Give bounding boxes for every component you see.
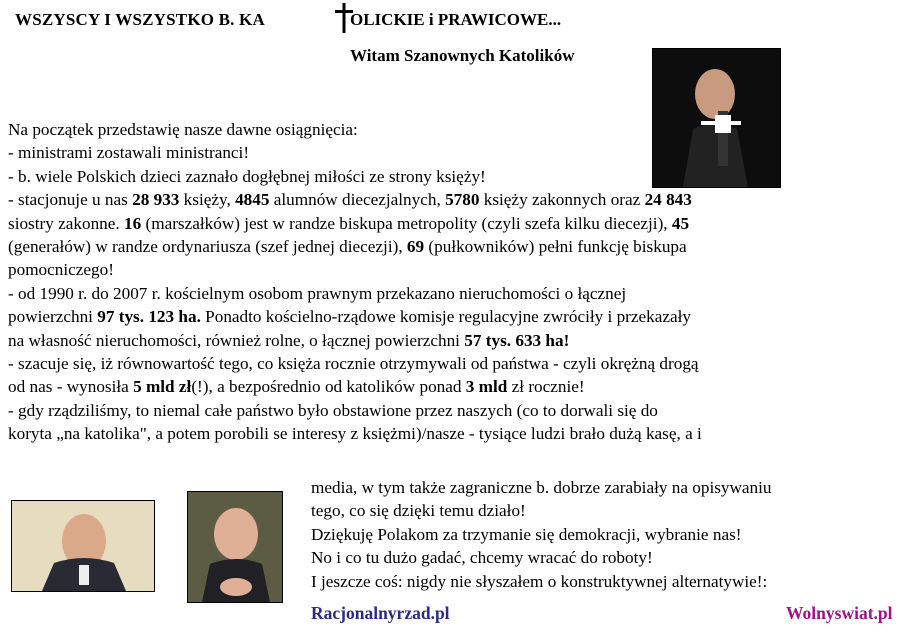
- title-left: WSZYSCY I WSZYSTKO B. KA: [15, 10, 265, 29]
- portrait-photo: [11, 500, 155, 592]
- text-line: - ministrami zostawali ministranci!: [8, 143, 250, 163]
- text-line: Dziękuję Polakom za trzymanie się demokracji, wybranie nas!: [311, 524, 742, 544]
- text-line: - od 1990 r. do 2007 r. kościelnym osobom prawnym przekazano nieruchomości o łącznej: [8, 283, 627, 303]
- intro-line: Na początek przedstawię nasze dawne osiągnięcia:: [8, 120, 358, 139]
- racjonalnyrzad-link[interactable]: Racjonalnyrzad.pl: [311, 603, 450, 623]
- text-line: - stacjonuje u nas 28 933 księży, 4845 alumnów diecezjalnych, 5780 księży zakonnych oraz 24 843: [8, 190, 692, 210]
- text-line: tego, co się dzięki temu działo!: [311, 501, 526, 521]
- text-line: na własność nieruchomości, również rolne, o łącznej powierzchni 57 tys. 633 ha!: [8, 330, 570, 350]
- text-line: powierzchni 97 tys. 123 ha. Ponadto kościelno-rządowe komisje regulacyjne zwróciły i przekazały: [8, 307, 692, 327]
- text-line: pomocniczego!: [8, 260, 114, 280]
- title-right: OLICKIE i PRAWICOWE...: [350, 10, 562, 29]
- text-line: No i co tu dużo gadać, chcemy wracać do roboty!: [311, 548, 653, 568]
- text-line: (generałów) w randze ordynariusza (szef jednej diecezji), 69 (pułkowników) pełni funkcję biskupa: [8, 237, 687, 257]
- text-line: od nas - wynosiła 5 mld zł(!), a bezpośrednio od katolików ponad 3 mld zł rocznie!: [8, 377, 585, 397]
- wolnyswiat-link[interactable]: Wolnyswiat.pl: [786, 603, 893, 623]
- main-text: [8, 118, 908, 446]
- text-line: - szacuje się, iż równowartość tego, co księża rocznie otrzymywali od państwa - czyli okrężną drogą: [8, 354, 699, 374]
- laughing-photo: [187, 491, 283, 603]
- text-line: - b. wiele Polskich dzieci zaznało dogłębnej miłości ze strony księży!: [8, 166, 486, 186]
- right-text: [311, 476, 911, 593]
- text-line: I jeszcze coś: nigdy nie słyszałem o konstruktywnej alternatywie!:: [311, 571, 768, 591]
- text-line: media, w tym także zagraniczne b. dobrze zarabiały na opisywaniu: [311, 478, 772, 497]
- greeting: Witam Szanownych Katolików: [350, 46, 575, 65]
- text-line: koryta „na katolika", a potem porobili se interesy z księżmi)/nasze - tysiące ludzi brało dużą kasę, a i: [8, 424, 702, 444]
- text-line: siostry zakonne. 16 (marszałków) jest w randze biskupa metropolity (czyli szefa kilku diecezji), 45: [8, 213, 690, 233]
- text-line: - gdy rządziliśmy, to niemal całe państwo było obstawione przez naszych (co to dorwali się do: [8, 400, 658, 420]
